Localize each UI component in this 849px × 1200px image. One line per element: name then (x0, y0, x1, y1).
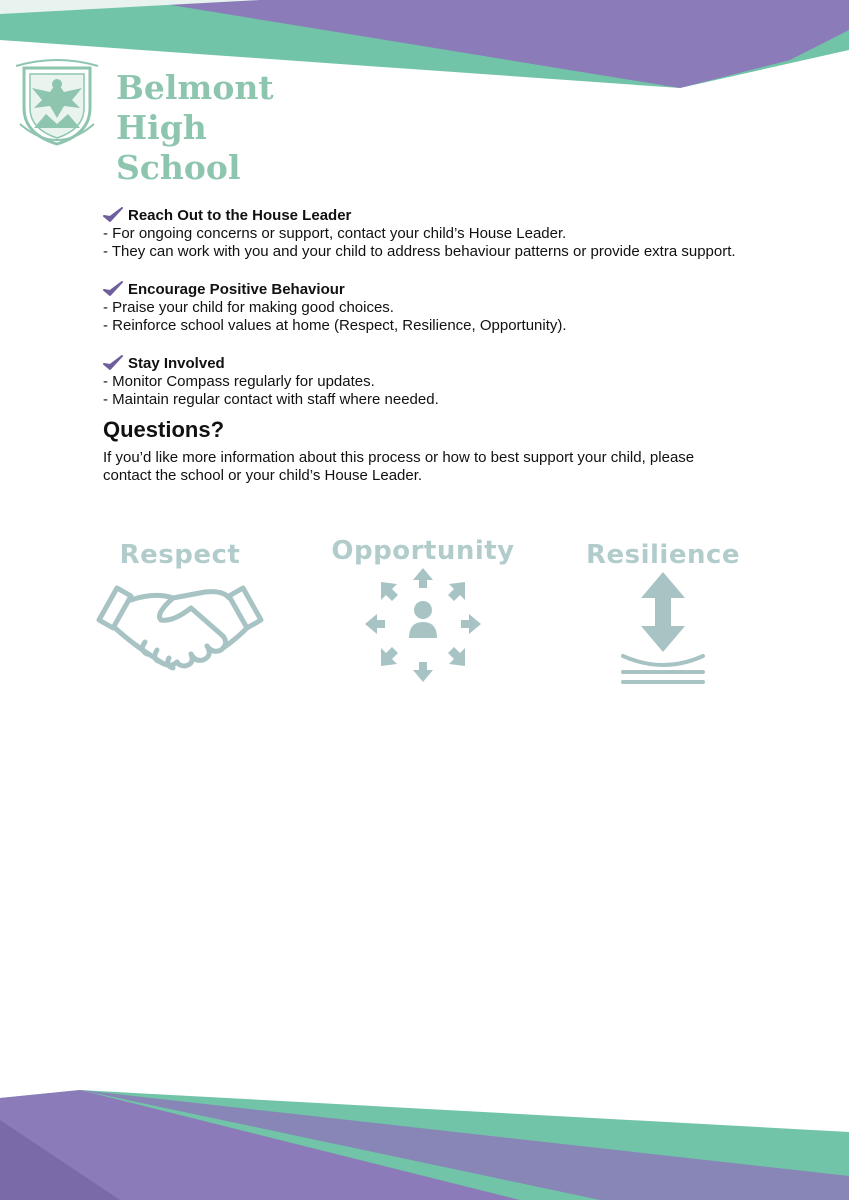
value-label: Resilience (585, 540, 741, 570)
main-content (103, 207, 743, 485)
section-encourage (103, 281, 743, 335)
handshake-icon (95, 570, 265, 680)
checkmark-icon (103, 281, 123, 297)
school-name-line1: Belmont (116, 68, 274, 107)
school-values (80, 536, 780, 710)
checkmark-icon (103, 355, 123, 371)
section-title: Reach Out to the House Leader (128, 207, 352, 224)
school-logo (12, 58, 312, 187)
school-crest-icon (12, 58, 102, 148)
checkmark-icon (103, 207, 123, 223)
section-title: Encourage Positive Behaviour (128, 281, 345, 298)
up-down-arrow-icon (613, 570, 713, 688)
value-opportunity (323, 536, 523, 684)
questions-body: If you’d like more information about this process or how to best support your child, please contact the school or your child’s House Leader. (103, 449, 695, 484)
section-heading (103, 281, 743, 299)
value-respect (80, 540, 280, 680)
section-line: - Maintain regular contact with staff where needed. (103, 391, 439, 408)
value-resilience (563, 540, 763, 688)
school-name-line2: High School (116, 108, 241, 187)
section-reach-out (103, 207, 743, 261)
questions-heading: Questions? (103, 417, 225, 442)
section-line: - For ongoing concerns or support, contact your child’s House Leader. (103, 225, 567, 242)
section-line: - Reinforce school values at home (Respect, Resilience, Opportunity). (103, 317, 567, 334)
section-heading (103, 355, 743, 373)
section-title: Stay Involved (128, 355, 225, 372)
bottom-decorative-band (0, 1090, 849, 1200)
section-stay-involved (103, 355, 743, 409)
arrows-outward-person-icon (363, 566, 483, 684)
section-line: - Praise your child for making good choices. (103, 299, 394, 316)
value-label: Respect (119, 540, 241, 570)
section-heading (103, 207, 743, 225)
school-name (116, 68, 312, 188)
value-label: Opportunity (331, 536, 515, 566)
section-line: - Monitor Compass regularly for updates. (103, 373, 375, 390)
section-line: - They can work with you and your child to address behaviour patterns or provide extra support. (103, 243, 736, 260)
